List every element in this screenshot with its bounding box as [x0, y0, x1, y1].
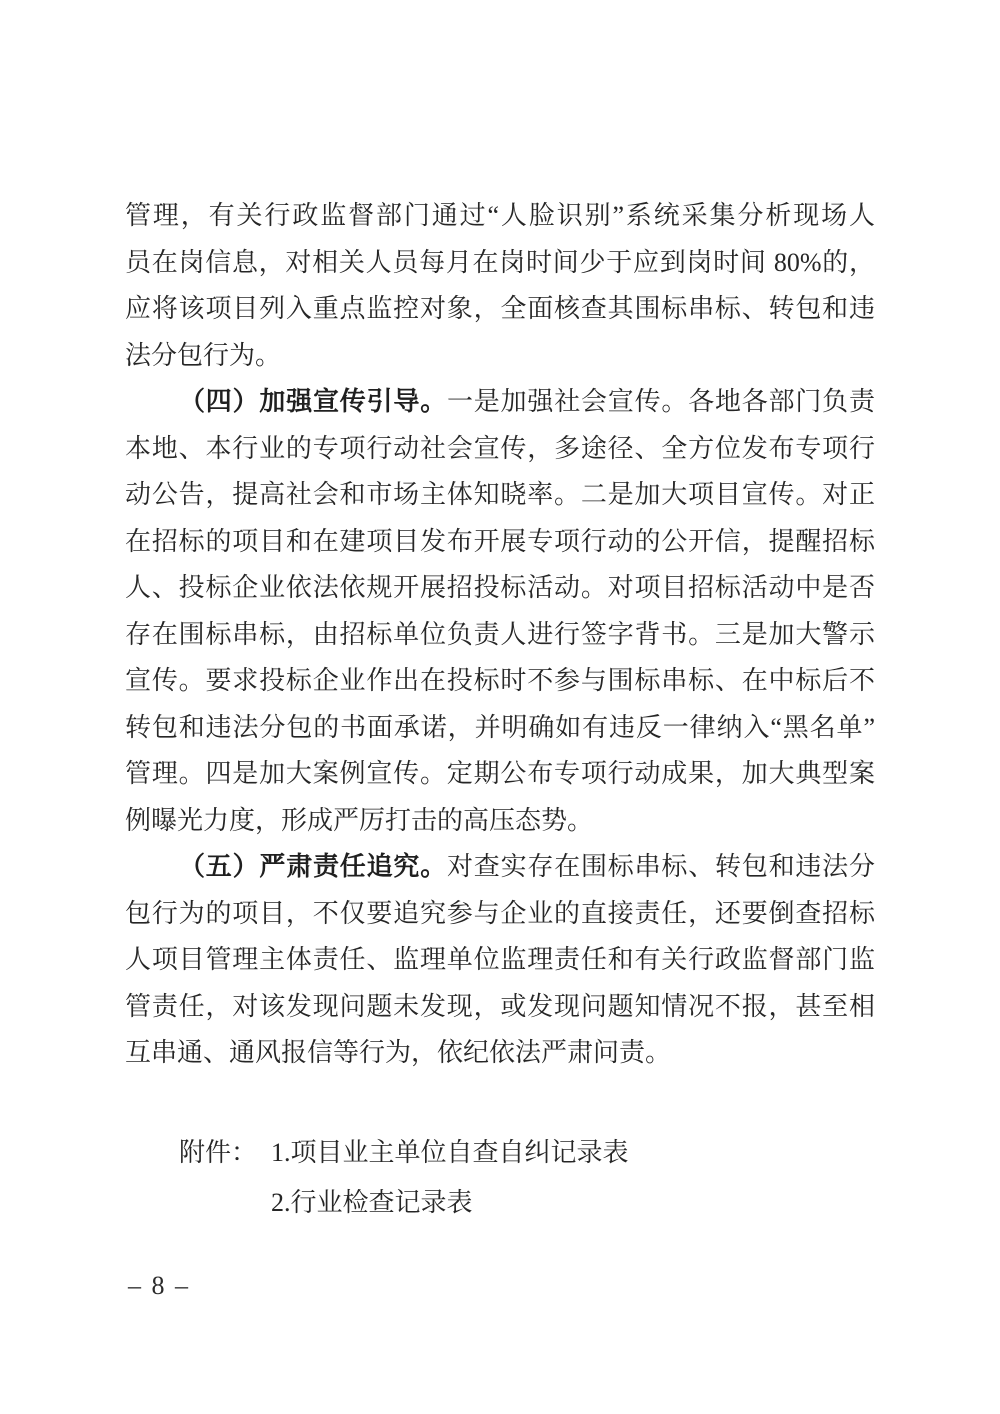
- body-text-line: 管理。四是加大案例宣传。定期公布专项行动成果，加大典型案: [125, 759, 875, 788]
- body-text-line: 存在围标串标，由招标单位负责人进行签字背书。三是加大警示: [125, 619, 875, 649]
- body-text-line: 转包和违法分包的书面承诺，并明确如有违反一律纳入“黑名单”: [125, 712, 875, 742]
- document-body: [125, 193, 875, 1077]
- body-text-line: 宣传。要求投标企业作出在投标时不参与围标串标、在中标后不: [125, 666, 875, 695]
- body-text-line: 应将该项目列入重点监控对象，全面核查其围标串标、转包和违: [125, 294, 875, 323]
- attachment-item: 1.项目业主单位自查自纠记录表: [271, 1138, 629, 1167]
- body-text-line: 法分包行为。: [125, 340, 282, 370]
- body-text-line: 动公告，提高社会和市场主体知晓率。二是加大项目宣传。对正: [125, 480, 875, 509]
- body-text-line: 互串通、通风报信等行为，依纪依法严肃问责。: [125, 1038, 672, 1067]
- body-text: 对查实存在围标串标、转包和违法分: [447, 852, 875, 881]
- body-text: 一是加强社会宣传。各地各部门负责: [447, 387, 875, 416]
- body-text-line: 在招标的项目和在建项目发布开展专项行动的公开信，提醒招标: [125, 526, 875, 556]
- section-5-heading-line: [125, 844, 875, 891]
- body-text-line: 管理，有关行政监督部门通过“人脸识别”系统采集分析现场人: [125, 201, 875, 230]
- attachments-block: [125, 1128, 875, 1228]
- section-4-heading-line: [125, 379, 875, 426]
- attachments-items: [271, 1128, 875, 1228]
- body-text-line: 人、投标企业依法依规开展招投标活动。对项目招标活动中是否: [125, 573, 875, 602]
- body-text-line: 人项目管理主体责任、监理单位监理责任和有关行政监督部门监: [125, 945, 875, 974]
- body-text-line: 员在岗信息，对相关人员每月在岗时间少于应到岗时间 80%的，: [125, 247, 875, 277]
- body-text-line: 管责任，对该发现问题未发现，或发现问题知情况不报，甚至相: [125, 991, 875, 1021]
- body-text-line: 例曝光力度，形成严厉打击的高压态势。: [125, 805, 594, 835]
- page-number: – 8 –: [128, 1271, 190, 1300]
- body-text-line: 本地、本行业的专项行动社会宣传，多途径、全方位发布专项行: [125, 433, 875, 463]
- section-4-heading: （四）加强宣传引导。: [179, 387, 447, 416]
- attachments-label: 附件：: [179, 1138, 258, 1167]
- section-5-heading: （五）严肃责任追究。: [179, 852, 447, 881]
- body-text-line: 包行为的项目，不仅要追究参与企业的直接责任，还要倒查招标: [125, 898, 875, 928]
- attachment-item: 2.行业检查记录表: [271, 1188, 473, 1217]
